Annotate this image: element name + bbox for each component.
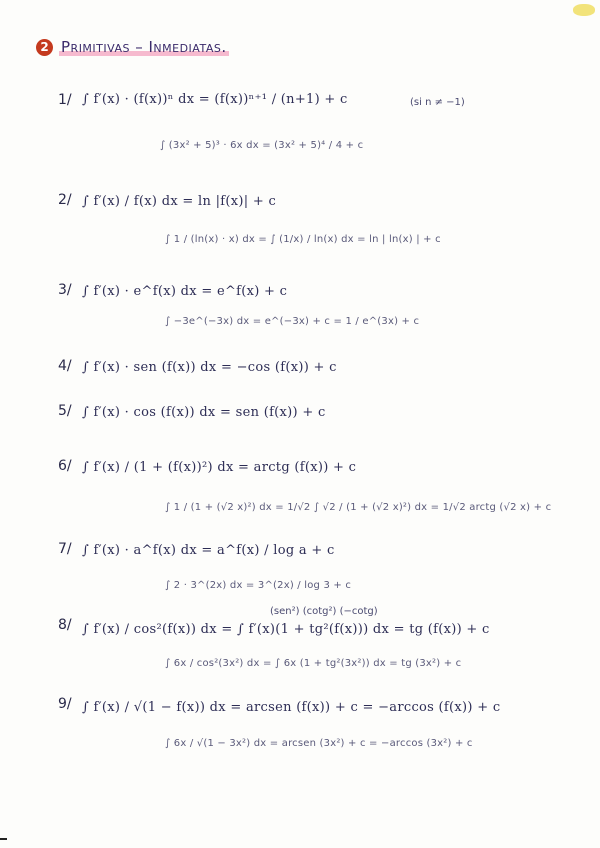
variant-notes: (sen²) (cotg²) (−cotg) (270, 606, 378, 617)
item-number-8: 8/ (58, 617, 72, 633)
formula-arctangent: ∫ f′(x) / (1 + (f(x))²) dx = arctg (f(x)) + c (82, 460, 357, 475)
item-number-3: 3/ (58, 282, 72, 298)
section-number-badge: 2 (36, 39, 53, 56)
formula-power-rule: ∫ f′(x) · (f(x))ⁿ dx = (f(x))ⁿ⁺¹ / (n+1) + c (82, 92, 348, 107)
formula-exponential: ∫ f′(x) · e^f(x) dx = e^f(x) + c (82, 284, 288, 299)
formula-general-exponential: ∫ f′(x) · a^f(x) dx = a^f(x) / log a + c (82, 543, 335, 558)
page-edge-mark (0, 838, 7, 840)
example-exponential: ∫ −3e^(−3x) dx = e^(−3x) + c = 1 / e^(3x) + c (165, 316, 420, 327)
item-number-5: 5/ (58, 403, 72, 419)
example-general-exponential: ∫ 2 · 3^(2x) dx = 3^(2x) / log 3 + c (165, 580, 352, 591)
item-number-4: 4/ (58, 358, 72, 374)
item-number-6: 6/ (58, 458, 72, 474)
formula-arcsine: ∫ f′(x) / √(1 − f(x)) dx = arcsen (f(x)) + c = −arccos (f(x)) + c (82, 700, 501, 715)
corner-sticker-mark (573, 4, 595, 16)
example-arcsine: ∫ 6x / √(1 − 3x²) dx = arcsen (3x²) + c = −arccos (3x²) + c (165, 738, 473, 749)
example-tangent: ∫ 6x / cos²(3x²) dx = ∫ 6x (1 + tg²(3x²)) dx = tg (3x²) + c (165, 658, 462, 669)
section-header (36, 38, 229, 56)
formula-logarithm: ∫ f′(x) / f(x) dx = ln |f(x)| + c (82, 194, 277, 209)
formula-cosine: ∫ f′(x) · cos (f(x)) dx = sen (f(x)) + c (82, 405, 326, 420)
example-arctangent: ∫ 1 / (1 + (√2 x)²) dx = 1/√2 ∫ √2 / (1 + (√2 x)²) dx = 1/√2 arctg (√2 x) + c (165, 502, 552, 513)
item-number-7: 7/ (58, 541, 72, 557)
item-number-2: 2/ (58, 192, 72, 208)
example-power-rule: ∫ (3x² + 5)³ · 6x dx = (3x² + 5)⁴ / 4 + c (160, 140, 364, 151)
formula-tangent: ∫ f′(x) / cos²(f(x)) dx = ∫ f′(x)(1 + tg²(f(x))) dx = tg (f(x)) + c (82, 622, 490, 637)
item-number-9: 9/ (58, 696, 72, 712)
example-logarithm: ∫ 1 / (ln(x) · x) dx = ∫ (1/x) / ln(x) dx = ln | ln(x) | + c (165, 234, 441, 245)
condition-note: (si n ≠ −1) (410, 97, 465, 108)
formula-sine: ∫ f′(x) · sen (f(x)) dx = −cos (f(x)) + c (82, 360, 337, 375)
section-title: Primitivas – Inmediatas. (61, 38, 227, 56)
item-number-1: 1/ (58, 92, 72, 108)
